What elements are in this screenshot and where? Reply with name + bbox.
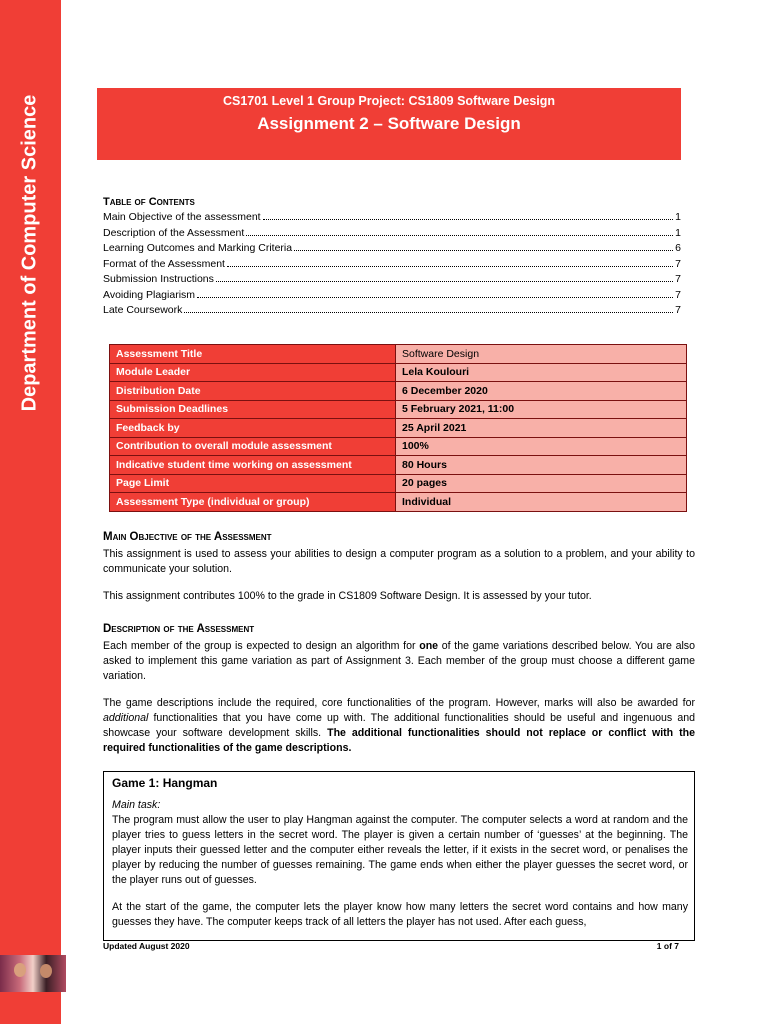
text-run: functionalities that you have come up with. The additional functionalities should be useful and ingenuous and showcase your software development skills. <box>103 712 695 739</box>
game-description <box>112 798 688 930</box>
toc-leader <box>184 312 673 313</box>
toc-entry-page: 7 <box>675 257 681 270</box>
toc-entry[interactable] <box>103 304 681 320</box>
text-run-bold: one <box>419 640 439 652</box>
table-of-contents <box>103 196 681 320</box>
info-key: Page Limit <box>110 474 396 493</box>
section-heading: Description of the Assessment <box>103 623 255 635</box>
toc-entry[interactable] <box>103 258 681 274</box>
info-key: Submission Deadlines <box>110 400 396 419</box>
game-title: Game 1: Hangman <box>112 776 218 790</box>
toc-entry-page: 1 <box>675 226 681 239</box>
photo-face <box>40 964 52 978</box>
paragraph: This assignment contributes 100% to the grade in CS1809 Software Design. It is assessed by your tutor. <box>103 590 592 602</box>
toc-entry-label: Main Objective of the assessment <box>103 211 261 223</box>
info-value: 80 Hours <box>396 456 687 475</box>
info-key: Feedback by <box>110 419 396 438</box>
game1-box <box>103 771 695 941</box>
toc-entry[interactable] <box>103 273 681 289</box>
toc-entry[interactable] <box>103 211 681 227</box>
department-label: Department of Computer Science <box>18 94 41 412</box>
module-subtitle: CS1701 Level 1 Group Project: CS1809 Software Design <box>222 94 556 108</box>
students-photo <box>0 955 66 992</box>
info-value: 25 April 2021 <box>396 419 687 438</box>
paragraph <box>103 696 695 756</box>
table-row <box>110 382 687 401</box>
info-key: Assessment Type (individual or group) <box>110 493 396 512</box>
info-key: Assessment Title <box>110 345 396 364</box>
table-row <box>110 419 687 438</box>
objective-section <box>103 530 695 616</box>
info-value: Individual <box>396 493 687 512</box>
toc-leader <box>216 281 673 282</box>
info-value: 6 December 2020 <box>396 382 687 401</box>
table-row <box>110 363 687 382</box>
toc-entry-label: Avoiding Plagiarism <box>103 288 196 301</box>
table-row <box>110 456 687 475</box>
toc-entry-page: 1 <box>675 211 681 223</box>
photo-face <box>14 963 26 977</box>
toc-entry[interactable] <box>103 289 681 305</box>
table-row <box>110 345 687 364</box>
toc-leader <box>263 219 674 220</box>
toc-entry-page: 7 <box>675 273 681 285</box>
toc-entry-page: 7 <box>675 288 681 301</box>
info-key: Distribution Date <box>110 382 396 401</box>
toc-leader <box>227 266 673 267</box>
toc-entry-label: Late Coursework <box>103 304 183 316</box>
toc-entry-label: Learning Outcomes and Marking Criteria <box>103 242 293 254</box>
toc-leader <box>294 250 673 251</box>
info-value: 100% <box>396 437 687 456</box>
description-section <box>103 622 695 768</box>
footer-updated: Updated August 2020 <box>103 941 190 951</box>
footer-page-number: 1 of 7 <box>656 941 679 951</box>
toc-entry-page: 6 <box>675 242 681 254</box>
info-value: Software Design <box>396 345 687 364</box>
table-row <box>110 437 687 456</box>
toc-leader <box>197 297 673 298</box>
title-banner <box>97 88 681 160</box>
toc-entry[interactable] <box>103 227 681 243</box>
info-key: Module Leader <box>110 363 396 382</box>
assessment-info-table <box>109 344 687 512</box>
text-run: The game descriptions include the required, core functionalities of the program. However, marks will also be awarded for <box>103 697 695 709</box>
info-value: Lela Koulouri <box>396 363 687 382</box>
sidebar-band <box>0 0 61 1024</box>
paragraph: The program must allow the user to play Hangman against the computer. The computer selects a word at random and the player tries to guess letters in the secret word. The player is given a certain number of ‘guesses’ at the beginning. The player inputs their guessed letter and the computer either reveals the letter, if it exists in the secret word, or penalises the player by reducing the number of guesses remaining. The game ends when either the player guesses the secret word, or the player runs out of guesses. <box>112 814 688 886</box>
toc-entry-label: Format of the Assessment <box>103 257 225 270</box>
toc-entry-label: Description of the Assessment <box>103 226 245 239</box>
table-row <box>110 474 687 493</box>
paragraph: At the start of the game, the computer lets the player know how many letters the secret word contains and how many guesses they have. The computer keeps track of all letters the player has not used. After each guess, <box>112 901 688 928</box>
table-row <box>110 493 687 512</box>
info-value: 5 February 2021, 11:00 <box>396 400 687 419</box>
text-run-bold: The additional functionalities should not replace or conflict with the required functionalities of the game descriptions. <box>103 727 695 754</box>
text-run: of the game variations described below. You are also asked to implement this game variation as part of Assignment 3. Each member of the group must choose a different game variation. <box>103 640 695 682</box>
paragraph <box>103 639 695 684</box>
toc-entry-label: Submission Instructions <box>103 273 214 285</box>
info-value: 20 pages <box>396 474 687 493</box>
toc-entry[interactable] <box>103 242 681 258</box>
table-row <box>110 400 687 419</box>
text-run-italic: additional <box>103 712 149 724</box>
main-task-label: Main task: <box>112 799 161 811</box>
page-footer <box>103 941 679 951</box>
text-run: Each member of the group is expected to design an algorithm for <box>103 640 420 652</box>
toc-title: Table of Contents <box>103 196 195 208</box>
info-key: Contribution to overall module assessment <box>110 437 396 456</box>
section-heading: Main Objective of the Assessment <box>103 531 272 543</box>
info-key: Indicative student time working on assessment <box>110 456 396 475</box>
paragraph: This assignment is used to assess your abilities to design a computer program as a solution to a problem, and your ability to communicate your solution. <box>103 548 695 575</box>
toc-entry-page: 7 <box>675 304 681 316</box>
toc-leader <box>246 235 673 236</box>
assignment-title: Assignment 2 – Software Design <box>257 114 521 133</box>
